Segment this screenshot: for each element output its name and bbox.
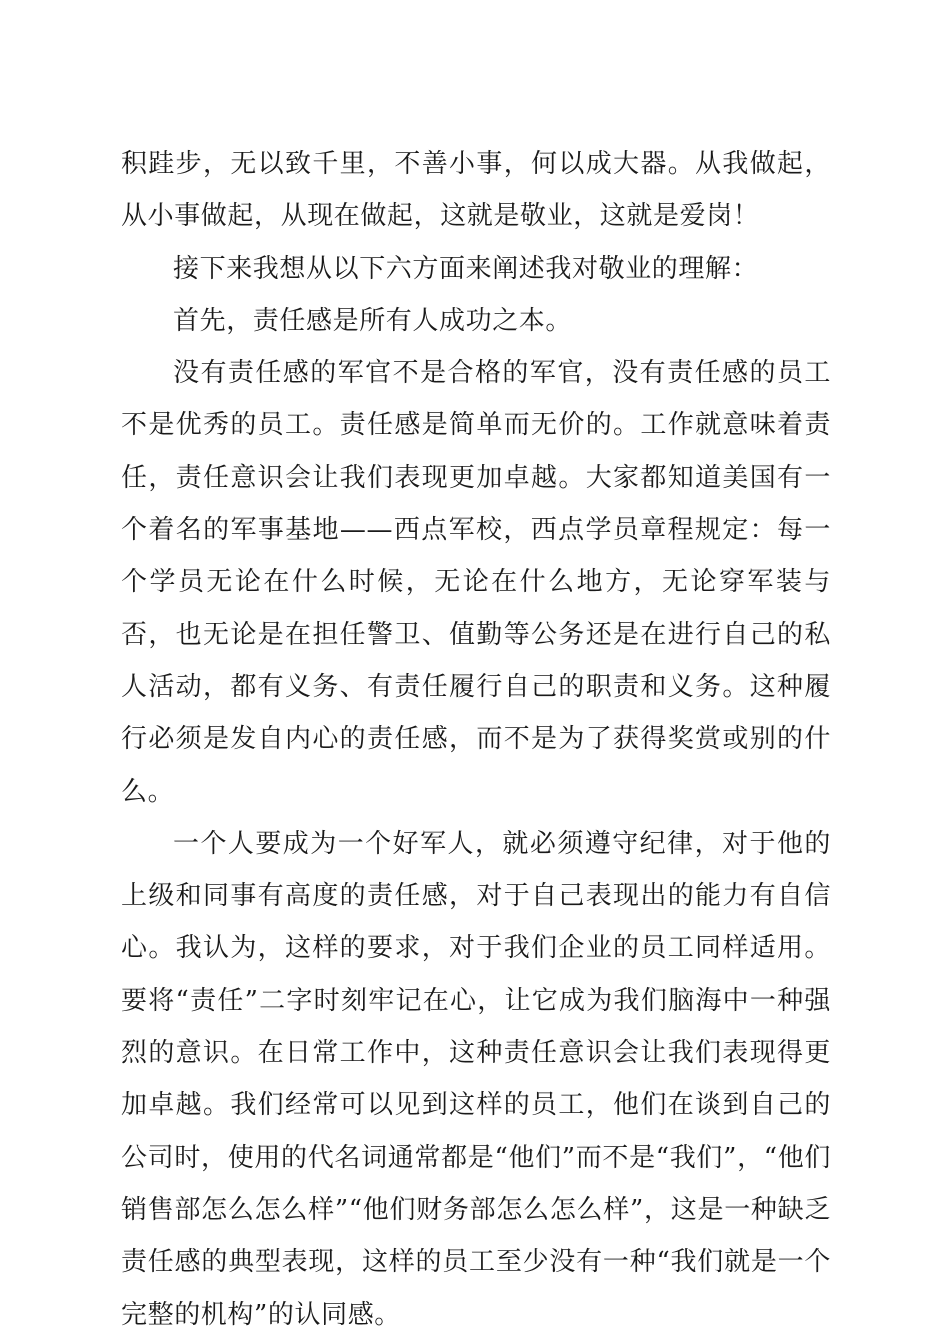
paragraph-continuation: 积跬步，无以致千里，不善小事，何以成大器。从我做起，从小事做起，从现在做起，这就是敬业，这就是爱岗！ [121,149,831,232]
paragraph-good-soldier: 一个人要成为一个好军人，就必须遵守纪律，对于他的上级和同事有高度的责任感，对于自己表现出的能力有自信心。我认为，这样的要求，对于我们企业的员工同样适用。要将“责任”二字时刻牢记在心，让它成为我们脑海中一种强烈的意识。在日常工作中，这种责任意识会让我们表现得更加卓越。我们经常可以见到这样的员工，他们在谈到自己的公司时，使用的代名词通常都是“他们”而不是“我们”，“他们销售部怎么怎么样”“他们财务部怎么怎么样”，这是一种缺乏责任感的典型表现，这样的员工至少没有一种“我们就是一个完整的机构”的认同感。 [121,828,831,1330]
paragraph-first-point: 首先，责任感是所有人成功之本。 [173,305,573,336]
body-text [121,138,831,1341]
paragraph-westpoint: 没有责任感的军官不是合格的军官，没有责任感的员工不是优秀的员工。责任感是简单而无价的。工作就意味着责任，责任意识会让我们表现更加卓越。大家都知道美国有一个着名的军事基地——西点军校，西点学员章程规定：每一个学员无论在什么时候，无论在什么地方，无论穿军装与否，也无论是在担任警卫、值勤等公务还是在进行自己的私人活动，都有义务、有责任履行自己的职责和义务。这种履行必须是发自内心的责任感，而不是为了获得奖赏或别的什么。 [121,358,831,807]
paragraph-intro: 接下来我想从以下六方面来阐述我对敬业的理解： [173,253,759,284]
